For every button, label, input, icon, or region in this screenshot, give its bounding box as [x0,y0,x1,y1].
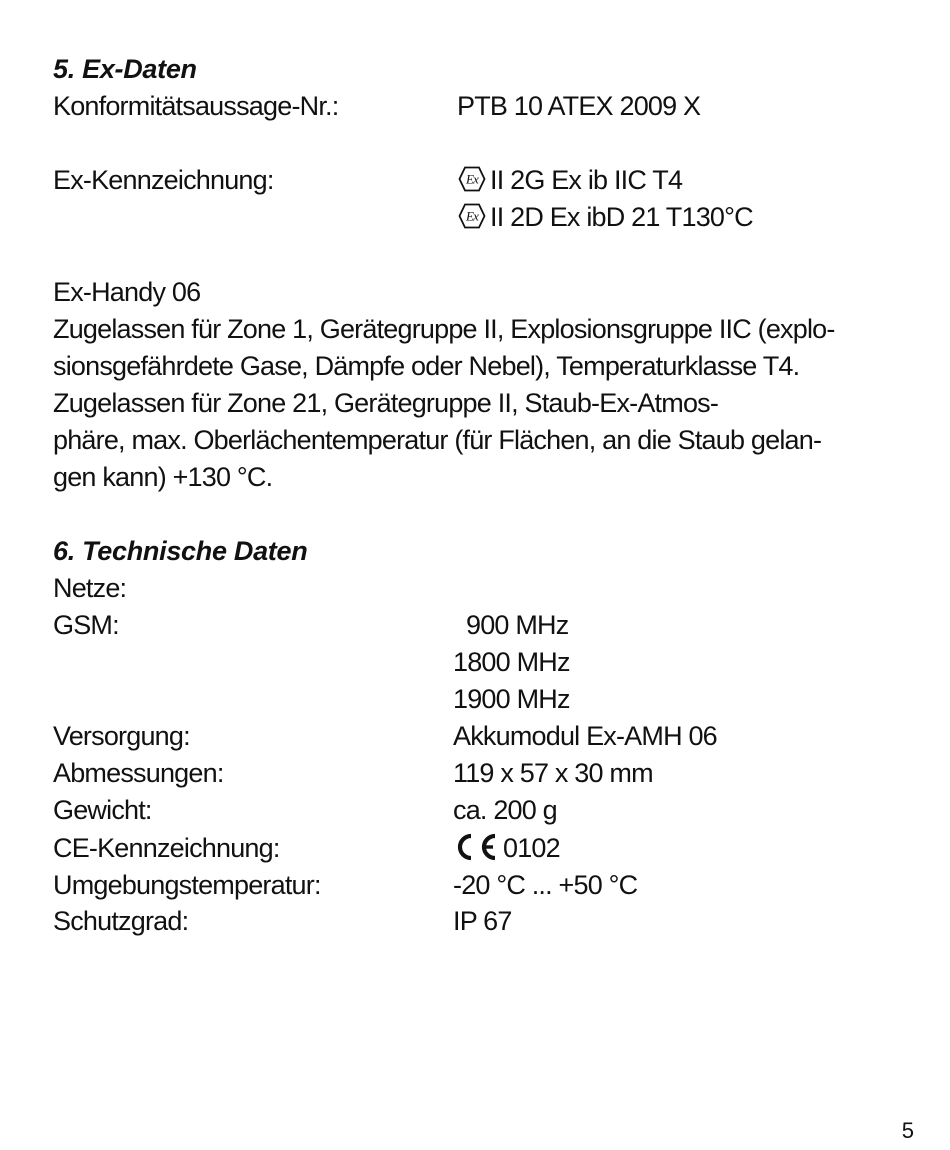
page-number: 5 [901,1118,914,1143]
conformity-row [53,88,913,125]
svg-text:Ex: Ex [465,171,479,187]
device-name: Ex-Handy 06 [53,277,201,307]
conformity-value: PTB 10 ATEX 2009 X [457,91,701,121]
ex-marking-value-2 [458,199,753,236]
ex-marking-text-1: II 2G Ex ib IIC T4 [490,165,683,195]
paragraph-line: Zugelassen für Zone 1, Gerätegruppe II, Explosionsgruppe IIC (explo- [53,314,835,344]
gsm-value: 1900 MHz [453,684,570,714]
ce-value [453,830,560,867]
section-5-heading: 5. Ex-Daten [53,54,197,84]
protection-value: IP 67 [453,906,512,936]
ex-marking-row [53,162,913,199]
gsm-row [53,681,913,718]
gsm-value: 1800 MHz [453,647,570,677]
ex-marking-text-2: II 2D Ex ibD 21 T130°C [490,202,753,232]
ce-label: CE-Kennzeichnung: [53,833,280,863]
paragraph-line: gen kann) +130 °C. [53,462,273,492]
dimensions-row [53,755,913,792]
ex-marking-row-2 [53,199,913,236]
ambient-value: -20 °C ... +50 °C [453,870,638,900]
paragraph-line: phäre, max. Oberlächentemperatur (für Flächen, an die Staub gelan- [53,425,822,455]
weight-value: ca. 200 g [453,795,557,825]
ambient-label: Umgebungstemperatur: [53,870,321,900]
ce-row [53,830,913,867]
supply-row [53,718,913,755]
conformity-label: Konformitätsaussage-Nr.: [53,91,339,121]
supply-value: Akkumodul Ex-AMH 06 [453,721,717,751]
section-6-heading: 6. Technische Daten [53,536,308,566]
ex-hexagon-icon [458,203,486,229]
networks-label: Netze: [53,573,127,603]
gsm-value: 900 MHz [466,610,569,640]
weight-label: Gewicht: [53,795,152,825]
protection-label: Schutzgrad: [53,906,189,936]
ce-number: 0102 [503,833,560,863]
gsm-row [53,607,913,644]
paragraph-line: sionsgefährdete Gase, Dämpfe oder Nebel), Temperaturklasse T4. [53,351,800,381]
gsm-row [53,644,913,681]
ambient-row [53,867,913,904]
weight-row [53,792,913,829]
dimensions-label: Abmessungen: [53,758,224,788]
paragraph-line: Zugelassen für Zone 21, Gerätegruppe II, Staub-Ex-Atmos- [53,388,719,418]
ce-mark-icon [453,833,499,861]
svg-text:Ex: Ex [465,208,479,224]
dimensions-value: 119 x 57 x 30 mm [453,758,653,788]
gsm-label: GSM: [53,610,119,640]
ex-marking-value-1 [458,162,682,199]
supply-label: Versorgung: [53,721,190,751]
ex-marking-label: Ex-Kennzeichnung: [53,165,274,195]
protection-row [53,903,913,940]
ex-hexagon-icon [458,166,486,192]
